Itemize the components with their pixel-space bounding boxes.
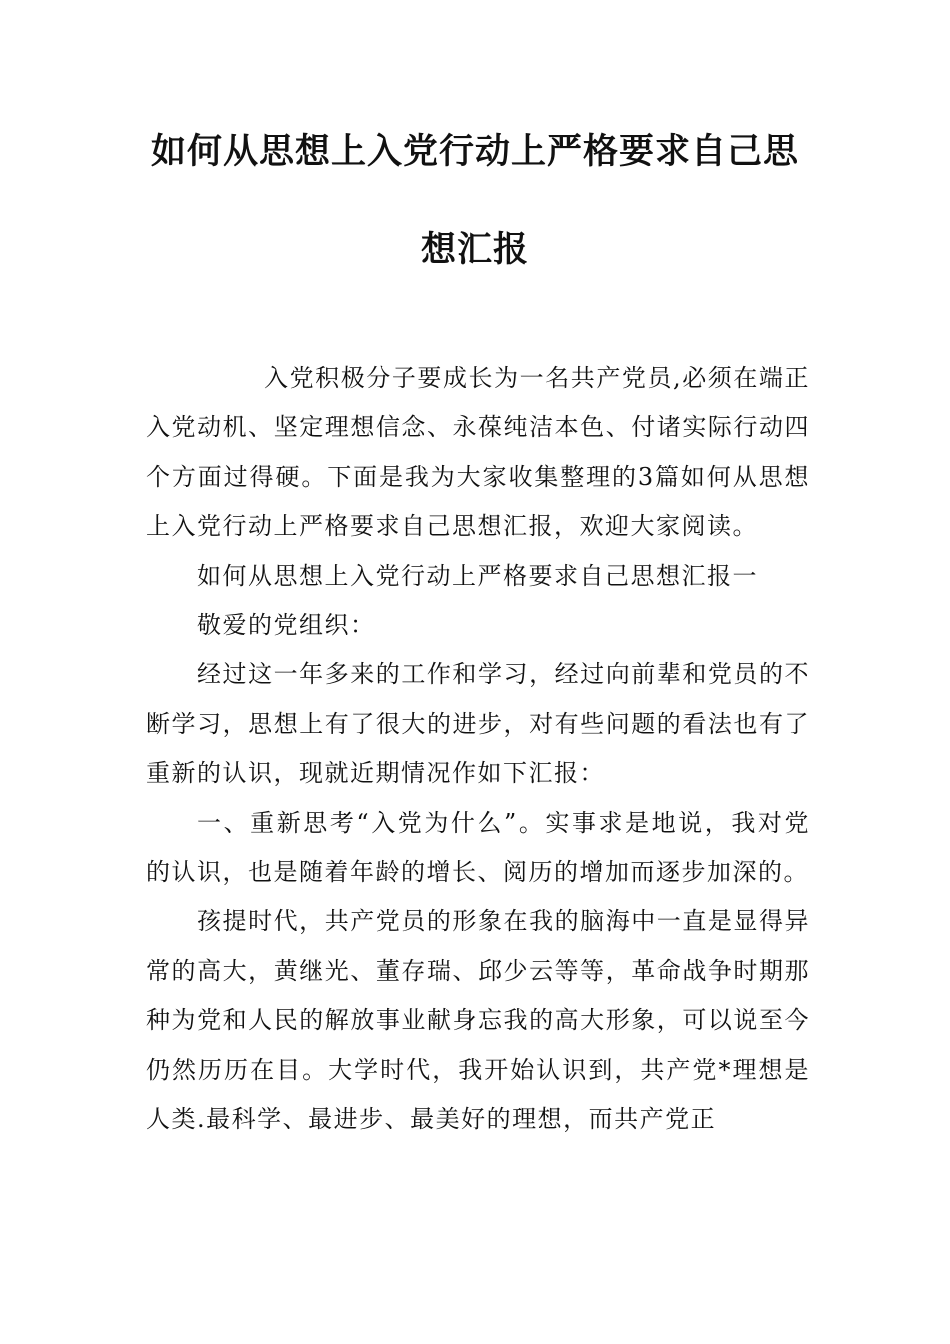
salutation: 敬爱的党组织： (197, 611, 376, 640)
document-title-line-1: 如何从思想上入党行动上严格要求自己思 (150, 132, 799, 172)
body-paragraph-childhood: 孩提时代，共产党员的形象在我的脑海中一直是显得异常的高大，黄继光、董存瑞、邱少云等等，革命战争时期那种为党和人民的解放事业献身忘我的高大形象，可以说至今仍然历历在目。大学时代，我开始认识到，共产党*理想是人类.最科学、最进步、最美好的理想，而共产党正 (146, 907, 810, 1134)
intro-paragraph: 入党积极分子要成长为一名共产党员,必须在端正入党动机、坚定理想信念、永葆纯洁本色、付诸实际行动四个方面过得硬。下面是我为大家收集整理的3篇如何从思想上入党行动上严格要求自己思想汇报，欢迎大家阅读。 (146, 364, 810, 541)
report-heading: 如何从思想上入党行动上严格要求自己思想汇报一 (197, 561, 758, 590)
body-paragraph: 经过这一年多来的工作和学习，经过向前辈和党员的不断学习，思想上有了很大的进步，对有些问题的看法也有了重新的认识，现就近期情况作如下汇报： (146, 660, 810, 788)
document-title-line-2: 想汇报 (420, 230, 529, 270)
document-body (146, 354, 810, 1145)
section-one-paragraph: 一、重新思考“入党为什么”。实事求是地说，我对党的认识，也是随着年龄的增长、阅历的增加而逐步加深的。 (146, 808, 810, 887)
